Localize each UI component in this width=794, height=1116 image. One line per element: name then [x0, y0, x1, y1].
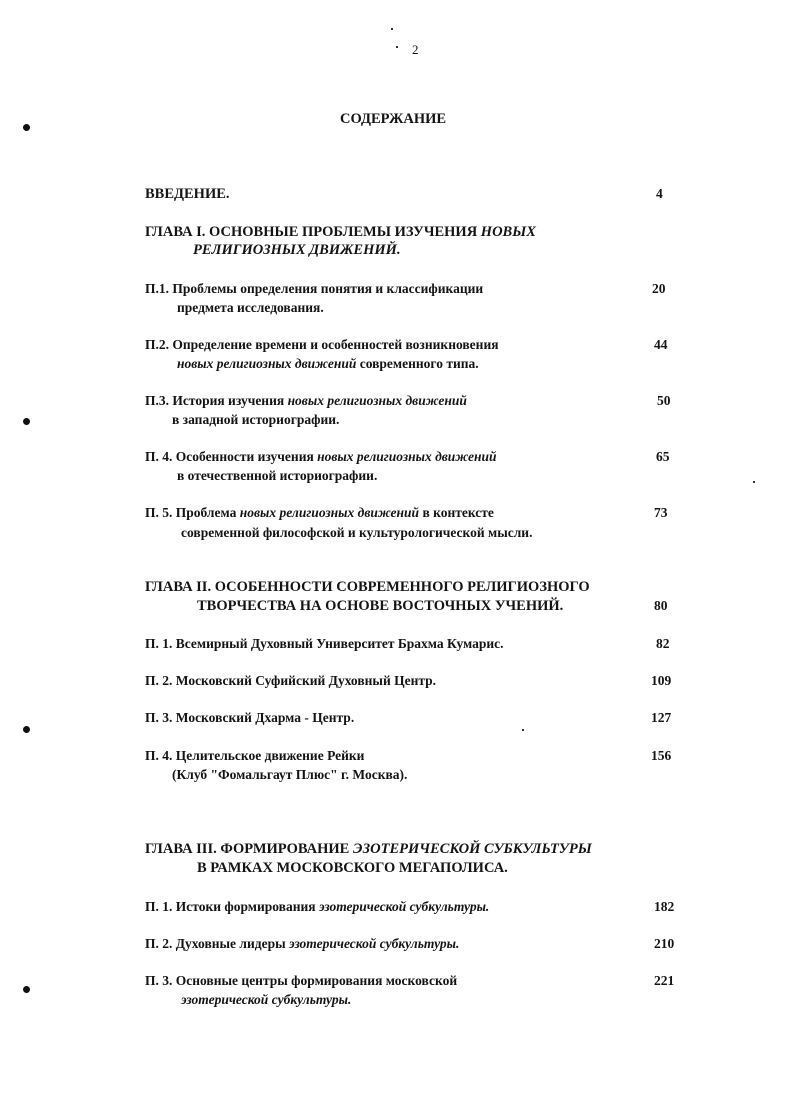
toc-entry-cont: эзотерической субкультуры. — [181, 992, 352, 1007]
toc-entry: П. 3. Московский Дхарма - Центр. — [145, 710, 355, 725]
scan-mark — [22, 985, 32, 995]
chapter-2-title-cont: ТВОРЧЕСТВА НА ОСНОВЕ ВОСТОЧНЫХ УЧЕНИЙ. — [197, 598, 564, 614]
toc-entry-page: 182 — [654, 899, 675, 914]
toc-entry: П. 1. Всемирный Духовный Университет Брахма Кумарис. — [145, 636, 504, 651]
toc-entry: П. 1. Истоки формирования эзотерической субкультуры. — [145, 899, 490, 914]
chapter-1-title: ГЛАВА I. ОСНОВНЫЕ ПРОБЛЕМЫ ИЗУЧЕНИЯ НОВЫХ — [145, 224, 536, 240]
scan-mark — [22, 417, 32, 427]
toc-entry-page: 109 — [651, 673, 672, 688]
scan-speck — [396, 46, 398, 48]
toc-entry-page: 20 — [652, 281, 666, 296]
toc-entry: П.3. История изучения новых религиозных движений — [145, 393, 467, 408]
chapter-3-title: ГЛАВА III. ФОРМИРОВАНИЕ ЭЗОТЕРИЧЕСКОЙ СУБКУЛЬТУРЫ — [145, 841, 592, 857]
scan-speck — [753, 481, 755, 483]
toc-entry-page: 127 — [651, 710, 672, 725]
toc-entry-cont: в отечественной историографии. — [177, 468, 378, 483]
toc-entry-cont: (Клуб "Фомальгаут Плюс" г. Москва). — [172, 767, 408, 782]
page-number: 2 — [412, 42, 419, 57]
toc-entry: П.1. Проблемы определения понятия и классификации — [145, 281, 484, 296]
toc-entry-cont: предмета исследования. — [177, 300, 324, 315]
toc-entry-page: 44 — [654, 337, 668, 352]
toc-entry-page: 65 — [656, 449, 670, 464]
toc-entry-page: 221 — [654, 973, 675, 988]
page-title: СОДЕРЖАНИЕ — [340, 111, 447, 127]
chapter-2-page: 80 — [654, 598, 668, 613]
chapter-3-title-cont: В РАМКАХ МОСКОВСКОГО МЕГАПОЛИСА. — [197, 860, 508, 876]
scan-mark — [22, 123, 32, 133]
toc-entry: П. 2. Духовные лидеры эзотерической субкультуры. — [145, 936, 460, 951]
toc-entry-page: 156 — [651, 748, 672, 763]
toc-entry-page: 210 — [654, 936, 675, 951]
chapter-2-title: ГЛАВА II. ОСОБЕННОСТИ СОВРЕМЕННОГО РЕЛИГИОЗНОГО — [145, 579, 590, 595]
toc-entry-page: 82 — [656, 636, 670, 651]
scan-speck — [522, 729, 524, 731]
toc-intro-label: ВВЕДЕНИЕ. — [145, 186, 230, 202]
toc-entry: П. 2. Московский Суфийский Духовный Центр. — [145, 673, 437, 688]
toc-entry: П. 3. Основные центры формирования московской — [145, 973, 458, 988]
toc-entry-page: 73 — [654, 505, 668, 520]
toc-entry: П. 5. Проблема новых религиозных движений в контексте — [145, 505, 494, 520]
toc-entry-page: 50 — [657, 393, 671, 408]
toc-entry-cont: современной философской и культурологической мысли. — [181, 525, 533, 540]
toc-intro-page: 4 — [656, 186, 663, 201]
toc-entry-cont: новых религиозных движений современного типа. — [177, 356, 479, 371]
scan-speck — [391, 28, 393, 30]
toc-entry-cont: в западной историографии. — [172, 412, 340, 427]
chapter-1-title-cont: РЕЛИГИОЗНЫХ ДВИЖЕНИЙ. — [193, 242, 401, 258]
toc-entry: П. 4. Целительское движение Рейки — [145, 748, 365, 763]
toc-entry: П.2. Определение времени и особенностей возникновения — [145, 337, 499, 352]
toc-entry: П. 4. Особенности изучения новых религиозных движений — [145, 449, 497, 464]
scan-mark — [22, 725, 32, 735]
